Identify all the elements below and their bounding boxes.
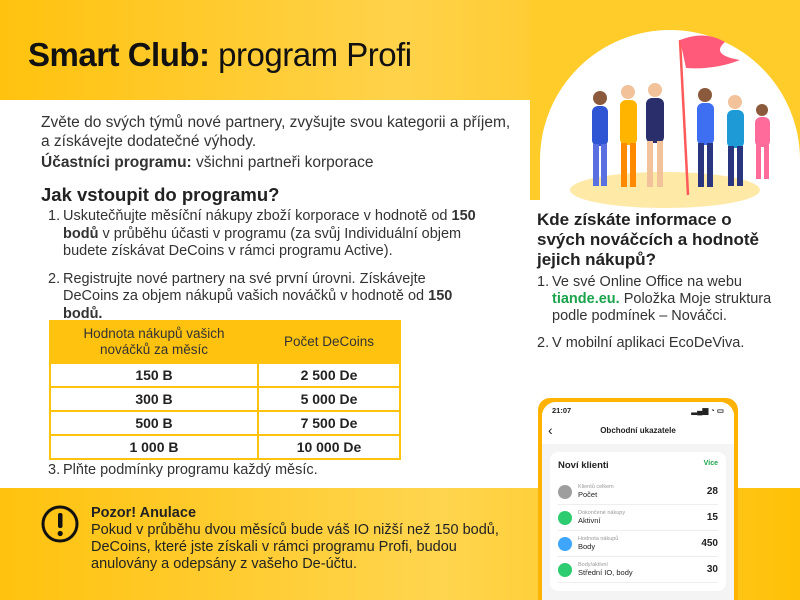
step-text	[63, 208, 478, 261]
step-item	[48, 271, 478, 324]
table-cell: 500 B	[50, 411, 258, 435]
phone-time: 21:07	[552, 406, 572, 415]
step-text: Plňte podmínky programu každý měsíc.	[63, 462, 318, 478]
card-title: Noví klienti	[558, 460, 609, 471]
info-number: 2.	[537, 335, 550, 351]
step-text-bold: 150 bodů.	[63, 288, 453, 322]
participants-text: všichni partneři korporace	[191, 154, 374, 171]
step-number: 2.	[48, 270, 61, 287]
table-row	[50, 411, 400, 435]
table-cell: 5 000 De	[258, 387, 400, 411]
participants-label: Účastníci programu:	[41, 154, 192, 171]
row-value: 450	[701, 538, 718, 549]
chart-icon	[558, 563, 572, 577]
row-label: Aktivní	[578, 516, 601, 525]
list-item	[558, 505, 718, 531]
row-value: 15	[706, 512, 718, 523]
step-number: 3.	[48, 462, 61, 478]
phone-screen	[542, 402, 734, 600]
list-item	[558, 479, 718, 505]
step-text	[63, 271, 478, 324]
table-cell: 7 500 De	[258, 411, 400, 435]
table-row	[50, 387, 400, 411]
info-number: 1.	[537, 274, 550, 290]
list-item	[558, 531, 718, 557]
phone-navbar	[542, 416, 734, 444]
phone-screen-title: Obchodní ukazatele	[600, 425, 676, 435]
warning-box	[91, 505, 521, 573]
row-caption: Dokončené nákupy	[578, 510, 626, 516]
step-text-pre: Uskutečňujte měsíční nákupy zboží korporace v hodnotě od	[63, 208, 452, 224]
row-value: 30	[706, 564, 718, 575]
row-label: Střední IO, body	[578, 568, 633, 577]
warning-text: Pokud v průběhu dvou měsíců bude váš IO nižší než 150 bodů, DeCoins, které jste získali v rámci programu Profi, budou anulovány a odepsány z vašeho De-účtu.	[91, 522, 499, 572]
info-item	[537, 274, 787, 325]
warning-title: Pozor! Anulace	[91, 505, 197, 521]
illustration-cloud	[540, 30, 800, 230]
user-icon	[558, 511, 572, 525]
list-item	[558, 557, 718, 583]
table-row	[50, 435, 400, 459]
info-text	[552, 274, 787, 325]
new-clients-card	[550, 452, 726, 591]
title-bold: Smart Club:	[28, 36, 210, 73]
table-header-row	[50, 321, 400, 363]
warning-exclamation-icon	[40, 504, 80, 544]
table-row	[50, 363, 400, 387]
table-cell: 300 B	[50, 387, 258, 411]
participants-line	[41, 154, 374, 172]
row-value: 28	[706, 486, 718, 497]
info-item	[537, 335, 787, 352]
phone-status-bar	[542, 402, 734, 416]
step-number: 1.	[48, 208, 61, 224]
page-title	[28, 36, 412, 74]
table-header-purchases: Hodnota nákupů vašich nováčků za měsíc	[50, 321, 258, 363]
info-list	[537, 274, 787, 362]
more-link[interactable]: Více	[703, 460, 718, 467]
step-item-3	[48, 462, 318, 478]
row-caption: Hodnota nákupů	[578, 536, 619, 542]
tiande-link[interactable]: tiande.eu.	[552, 291, 620, 307]
table-header-decoins: Počet DeCoins	[258, 321, 400, 363]
decoins-table	[49, 320, 401, 460]
table-cell: 10 000 De	[258, 435, 400, 459]
title-rest: program Profi	[209, 36, 412, 73]
celebrating-team-illustration	[540, 30, 800, 230]
signal-wifi-battery-icon: ▂▄▆ ◔ ▭	[691, 406, 724, 415]
back-chevron-icon[interactable]: ‹	[548, 422, 553, 438]
intro-text: Zvěte do svých týmů nové partnery, zvyšujte svou kategorii a příjem, a získávejte dodatečné výhody.	[41, 114, 511, 150]
step-text-pre: Registrujte nové partnery na své první úrovni. Získávejte DeCoins za objem nákupů vašich nováčků v hodnotě od	[63, 270, 429, 304]
info-text-pre: Ve své Online Office na webu	[552, 274, 742, 290]
row-label: Počet	[578, 490, 598, 499]
info-text-post: Položka Moje struktura podle podmínek – Nováčci.	[552, 291, 772, 324]
info-heading: Kde získáte informace o svých nováčcích a hodnotě jejich nákupů?	[537, 210, 760, 269]
table-cell: 1 000 B	[50, 435, 258, 459]
coins-icon	[558, 537, 572, 551]
table-cell: 150 B	[50, 363, 258, 387]
row-label: Body	[578, 542, 596, 551]
row-caption: Klientů celkem	[578, 484, 614, 490]
steps-list	[48, 208, 478, 333]
table-cell: 2 500 De	[258, 363, 400, 387]
how-heading: Jak vstoupit do programu?	[41, 184, 280, 205]
step-item	[48, 208, 478, 261]
step-text-bold: 150 bodů	[63, 208, 476, 242]
step-text-post: v průběhu účasti v programu (za svůj Individuální objem budete získávat DeCoins v rámci programu Active).	[63, 225, 462, 259]
info-text: V mobilní aplikaci EcoDeViva.	[552, 335, 745, 351]
row-caption: Body/aktivní	[578, 562, 608, 568]
info-icon	[558, 485, 572, 499]
